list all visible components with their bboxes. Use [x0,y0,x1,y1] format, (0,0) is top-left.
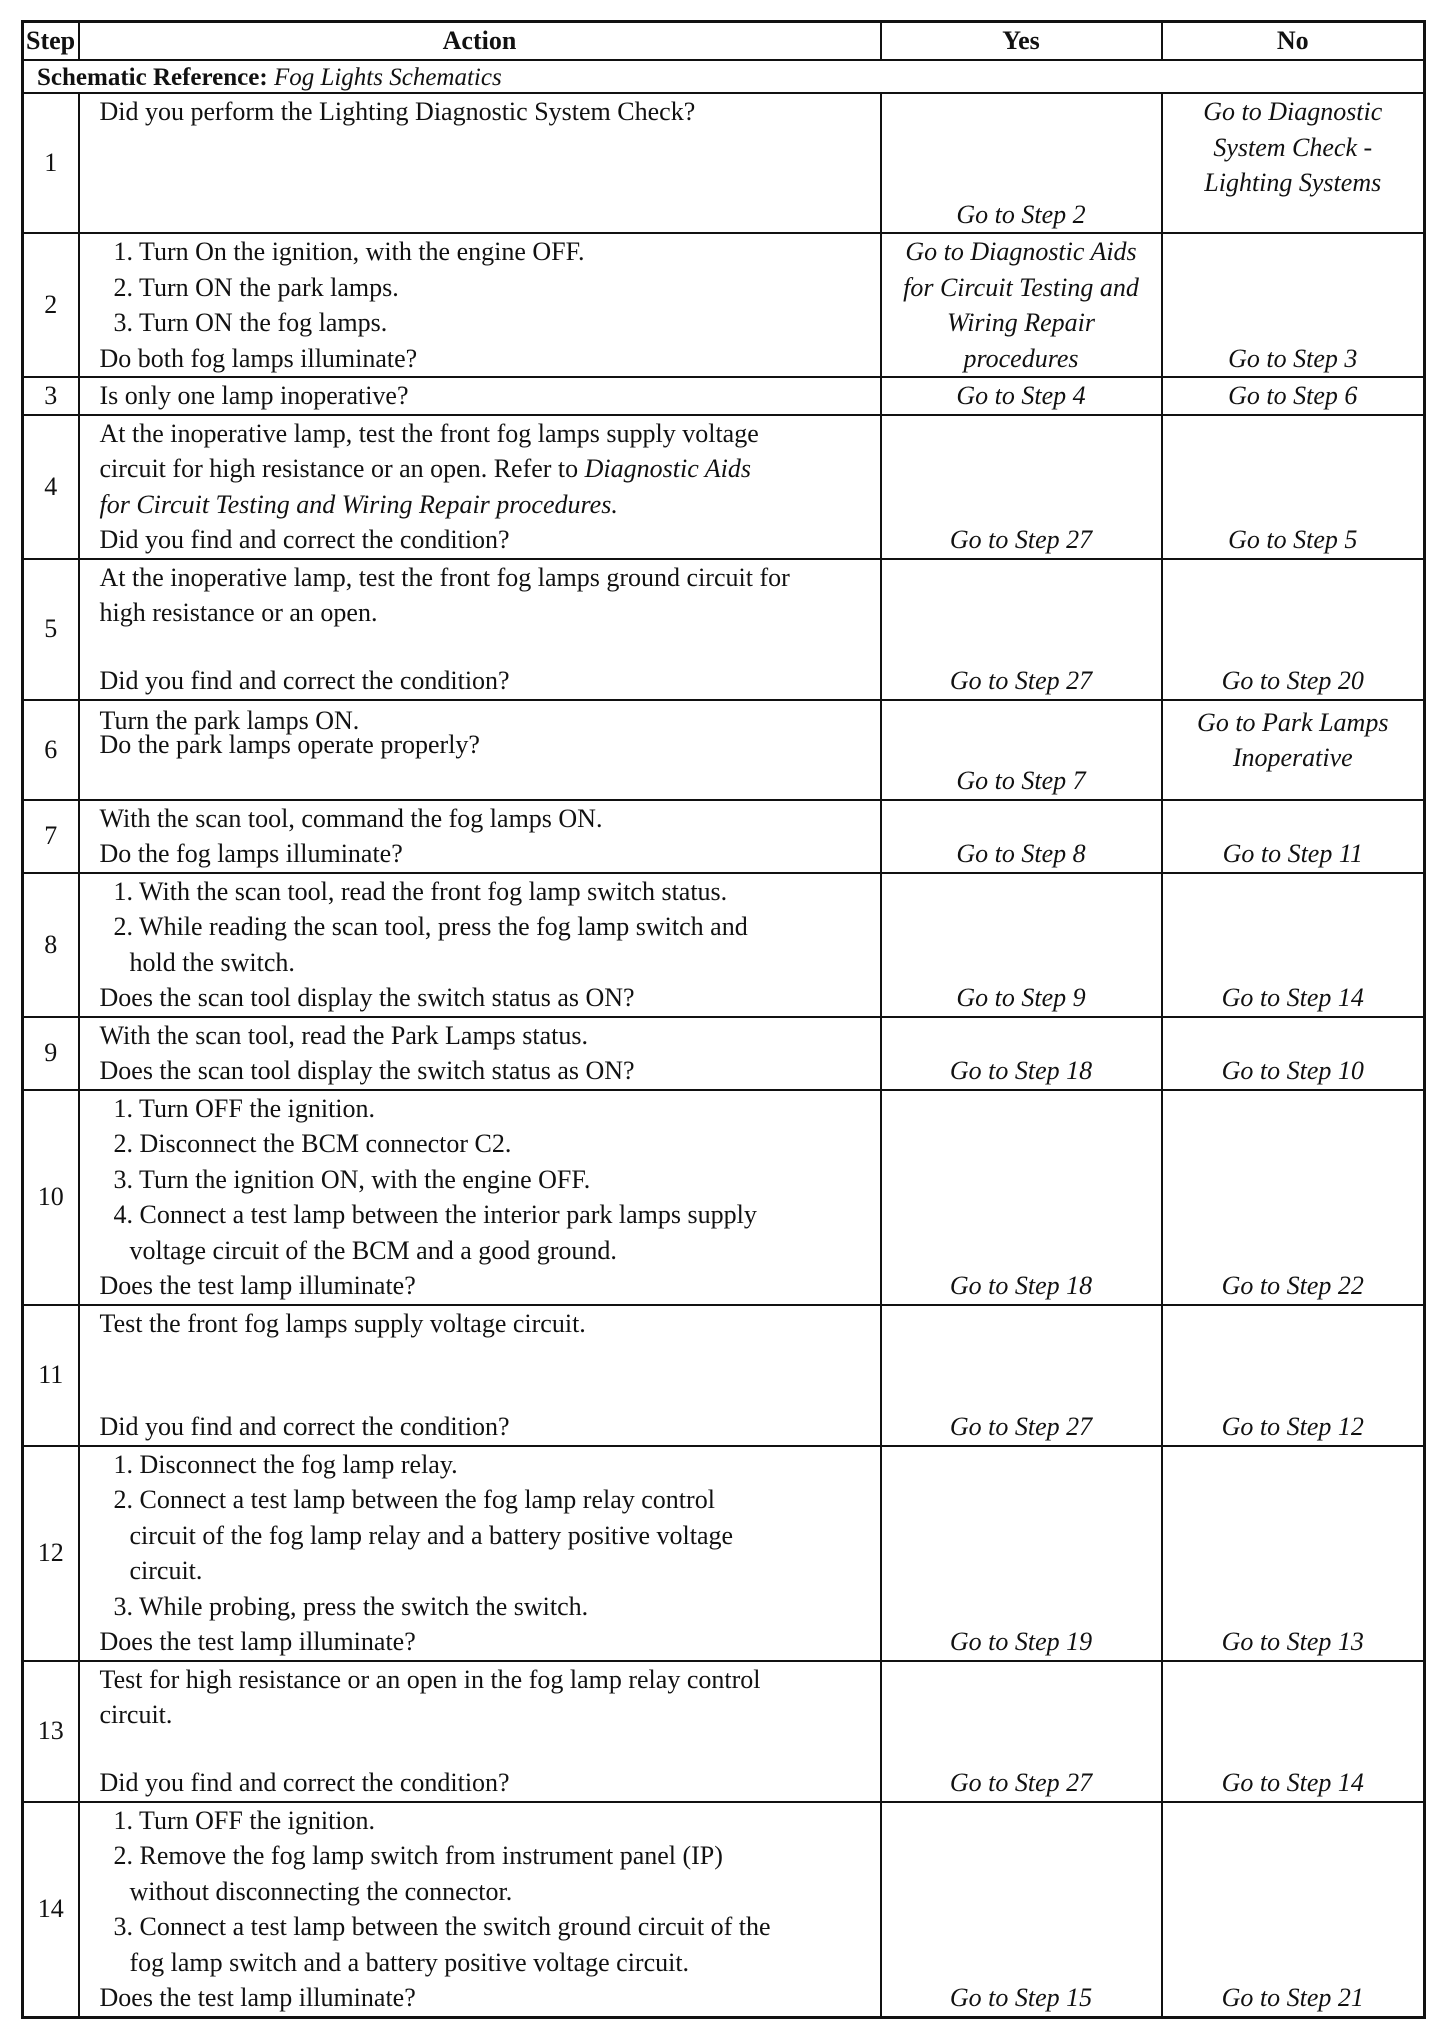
yes-link[interactable]: Go to Step 27 [949,666,1093,695]
yes-link[interactable]: Go to Step 4 [956,381,1086,410]
action-cell [79,377,881,415]
yes-cell [881,559,1162,700]
step-number: 11 [23,1305,79,1446]
action-text: Test for high resistance or an open in the fog lamp relay control [99,1664,761,1694]
no-link[interactable]: Go to Step 6 [1228,381,1358,410]
table-row [23,377,1425,415]
yes-cell [881,233,1162,377]
table-row [23,93,1425,233]
action-item: 3. While probing, press the switch the switch. [113,1591,589,1621]
action-text: With the scan tool, read the Park Lamps status. [99,1020,589,1050]
no-cell [1162,1017,1425,1090]
step-number: 5 [23,559,79,700]
step-number: 6 [23,700,79,800]
table-row [23,559,1425,700]
step-number: 4 [23,415,79,559]
action-text: high resistance or an open. [99,598,378,627]
no-link[interactable]: Go to Step 11 [1222,839,1363,868]
no-cell [1162,800,1425,873]
action-item: 1. Turn OFF the ignition. [113,1805,376,1835]
action-question: Does the test lamp illuminate? [99,1983,416,2012]
table-row [23,415,1425,559]
table-row [23,700,1425,800]
action-question: Did you find and correct the condition? [99,666,510,695]
action-text: circuit for high resistance or an open. Refer to [99,454,585,483]
table-row [23,1802,1425,2018]
yes-cell [881,873,1162,1017]
yes-cell [881,1446,1162,1661]
yes-cell [881,377,1162,415]
no-cell [1162,233,1425,377]
action-question: Does the scan tool display the switch status as ON? [99,1056,635,1085]
yes-link[interactable]: Go to Step 19 [949,1627,1093,1656]
reference-link[interactable]: Diagnostic Aids [584,454,752,483]
table-row [23,873,1425,1017]
no-cell [1162,559,1425,700]
yes-link[interactable]: Go to Step 15 [949,1983,1093,2012]
yes-cell [881,800,1162,873]
no-cell [1162,415,1425,559]
no-link[interactable]: Go to Step 3 [1228,343,1358,373]
table-row [23,1446,1425,1661]
action-cell [79,1802,881,2018]
action-question: Did you find and correct the condition? [99,1412,510,1441]
action-question: Does the scan tool display the switch status as ON? [99,983,635,1012]
table-row [23,800,1425,873]
schematic-label: Schematic Reference: [37,63,268,91]
step-number: 7 [23,800,79,873]
action-item-continued: without disconnecting the connector. [129,1876,513,1906]
no-cell [1162,700,1425,800]
yes-cell [881,1090,1162,1305]
action-cell [79,873,881,1017]
action-item: 1. Turn On the ignition, with the engine OFF. [113,237,585,266]
step-number: 8 [23,873,79,1017]
step-number: 10 [23,1090,79,1305]
action-item: 2. Remove the fog lamp switch from instrument panel (IP) [113,1841,723,1870]
action-question: Do the fog lamps illuminate? [99,839,403,868]
action-item: 3. Turn ON the fog lamps. [113,308,388,337]
action-item-continued: fog lamp switch and a battery positive voltage circuit. [129,1947,690,1977]
action-cell [79,415,881,559]
step-number: 9 [23,1017,79,1090]
yes-link[interactable]: Go to Step 18 [949,1056,1093,1085]
no-link[interactable]: Go to Step 14 [1221,983,1364,1012]
action-item: 2. Connect a test lamp between the fog lamp relay control [113,1485,715,1514]
step-number: 12 [23,1446,79,1661]
action-text: Turn the park lamps ON. [99,705,360,735]
no-cell [1162,93,1425,233]
action-text: At the inoperative lamp, test the front fog lamps supply voltage [99,418,759,448]
table-row [23,233,1425,377]
action-cell [79,800,881,873]
header-row [23,22,1425,61]
action-item: 1. Disconnect the fog lamp relay. [113,1449,458,1479]
action-item: 1. With the scan tool, read the front fog lamp switch status. [113,876,728,906]
action-cell [79,1017,881,1090]
no-cell [1162,1446,1425,1661]
header-action: Action [79,22,881,61]
yes-link[interactable]: Go to Step 27 [949,1768,1093,1797]
no-link[interactable]: Go to Step 13 [1221,1627,1364,1656]
yes-link[interactable]: Go to Step 27 [949,525,1093,554]
action-question: Did you find and correct the condition? [99,1768,510,1797]
step-number: 3 [23,377,79,415]
table-row [23,1305,1425,1446]
yes-link[interactable]: Go to Step 27 [949,1412,1093,1441]
yes-cell [881,93,1162,233]
action-item: 1. Turn OFF the ignition. [113,1093,376,1123]
yes-link[interactable]: Go to Step 2 [956,199,1086,229]
yes-cell [881,1017,1162,1090]
action-cell [79,1090,881,1305]
action-item: 2. Turn ON the park lamps. [113,272,399,302]
yes-link[interactable]: Go to Step 7 [956,766,1086,795]
action-text: Did you perform the Lighting Diagnostic System Check? [99,97,696,126]
no-cell [1162,377,1425,415]
yes-link[interactable]: Go to Step 18 [949,1271,1093,1300]
action-item-continued: circuit. [129,1556,203,1585]
action-text: With the scan tool, command the fog lamps ON. [99,803,603,833]
action-cell [79,1446,881,1661]
action-question: Is only one lamp inoperative? [99,381,409,410]
action-item: 2. Disconnect the BCM connector C2. [113,1129,512,1158]
no-link[interactable]: Go to Step 22 [1221,1271,1364,1300]
schematic-reference [23,60,1425,93]
action-cell [79,700,881,800]
table-row [23,1661,1425,1802]
action-cell [79,93,881,233]
action-question: Do the park lamps operate properly? [99,729,480,759]
step-number: 14 [23,1802,79,2018]
step-number: 13 [23,1661,79,1802]
no-link[interactable]: Go to Step 5 [1228,525,1358,554]
table-row [23,1090,1425,1305]
action-item: 3. Connect a test lamp between the switch ground circuit of the [113,1912,771,1941]
action-question: Does the test lamp illuminate? [99,1271,416,1300]
no-cell [1162,1090,1425,1305]
step-number: 1 [23,93,79,233]
yes-cell [881,1661,1162,1802]
yes-cell [881,1305,1162,1446]
action-item: 4. Connect a test lamp between the interior park lamps supply [113,1200,757,1229]
no-link[interactable]: Go to Step 21 [1221,1983,1364,2012]
no-cell [1162,1661,1425,1802]
action-question: Do both fog lamps illuminate? [99,343,418,373]
action-item-continued: voltage circuit of the BCM and a good ground. [129,1235,617,1265]
no-link[interactable]: Go to Step 10 [1221,1056,1364,1085]
header-step: Step [23,22,79,61]
yes-cell [881,700,1162,800]
yes-cell [881,1802,1162,2018]
no-link[interactable]: Go to Diagnostic System Check - Lighting Systems [1203,97,1383,197]
action-text: Test the front fog lamps supply voltage circuit. [99,1308,586,1338]
action-item: 3. Turn the ignition ON, with the engine OFF. [113,1164,591,1194]
no-link[interactable]: Go to Park Lamps Inoperative [1197,707,1389,772]
no-link[interactable]: Go to Step 12 [1221,1412,1364,1441]
action-item: 2. While reading the scan tool, press the fog lamp switch and [113,912,748,941]
action-item-continued: hold the switch. [129,947,295,977]
yes-link[interactable]: Go to Step 9 [956,983,1086,1012]
action-text-line [100,451,872,487]
no-cell [1162,1305,1425,1446]
action-item-continued: circuit of the fog lamp relay and a battery positive voltage [129,1520,734,1550]
schematic-link[interactable]: Fog Lights Schematics [273,63,502,91]
action-question: Did you find and correct the condition? [99,525,510,554]
no-link[interactable]: Go to Step 14 [1221,1768,1364,1797]
header-no: No [1162,22,1425,61]
action-text: circuit. [99,1700,173,1729]
yes-link[interactable]: Go to Diagnostic Aids for Circuit Testing and Wiring Repair procedures [903,237,1139,373]
no-cell [1162,1802,1425,2018]
action-cell [79,1305,881,1446]
step-number: 2 [23,233,79,377]
action-text: At the inoperative lamp, test the front fog lamps ground circuit for [99,562,790,592]
no-cell [1162,873,1425,1017]
no-link[interactable]: Go to Step 20 [1221,666,1364,695]
table-row [23,1017,1425,1090]
action-cell [79,233,881,377]
diagnostic-table [21,20,1426,2019]
schematic-row [23,60,1425,93]
yes-link[interactable]: Go to Step 8 [956,839,1086,868]
header-yes: Yes [881,22,1162,61]
action-cell [79,559,881,700]
action-cell [79,1661,881,1802]
action-question: Does the test lamp illuminate? [99,1627,416,1656]
reference-link[interactable]: for Circuit Testing and Wiring Repair procedures. [99,489,618,519]
yes-cell [881,415,1162,559]
